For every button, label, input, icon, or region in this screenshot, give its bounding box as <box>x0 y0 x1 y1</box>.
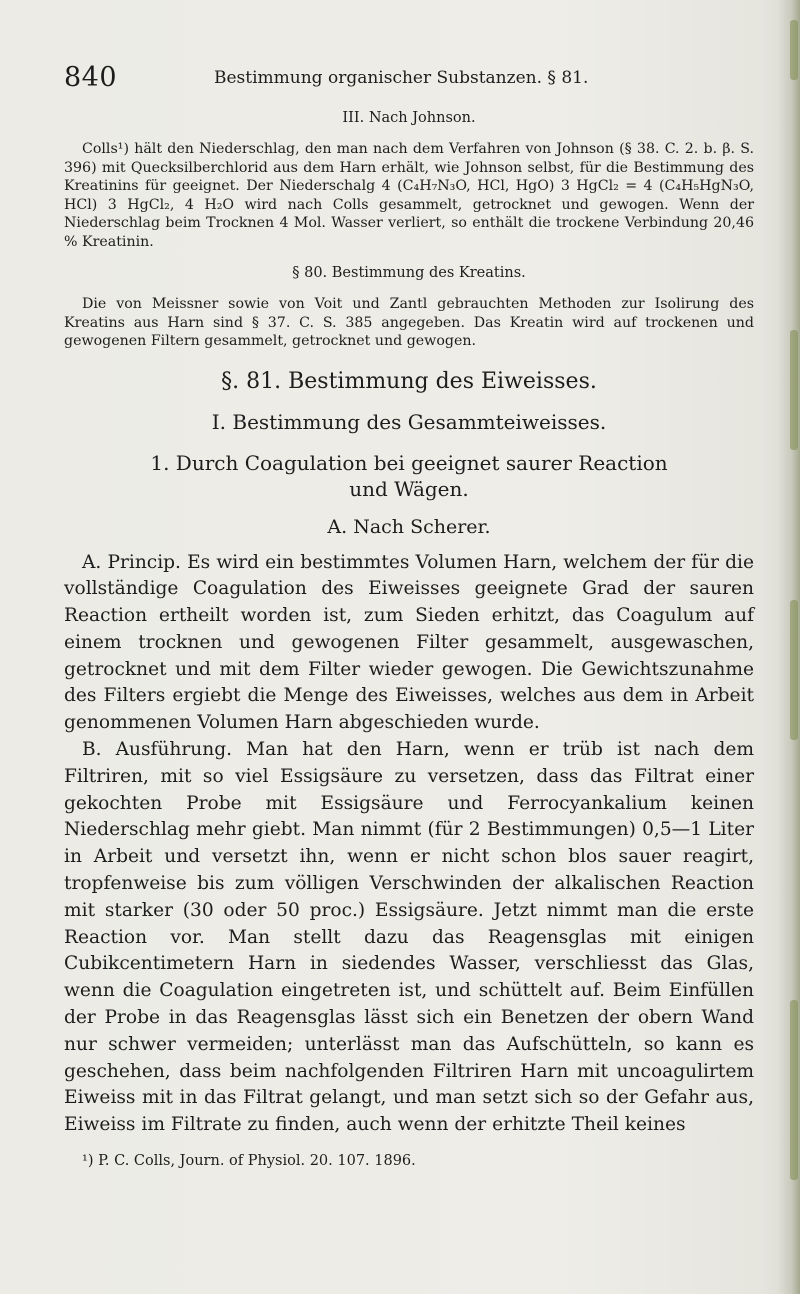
section-80-paragraph: Die von Meissner sowie von Voit und Zantl gebrauchten Methoden zur Isolirung des Kreatins aus Harn sind § 37. C. S. 385 angegeben. Das Kreatin wird auf trockenen und gewogenen Filtern gesammelt, getrocknet und gewogen. <box>64 296 754 349</box>
edge-stain <box>790 330 798 450</box>
johnson-paragraph: Colls¹) hält den Niederschlag, den man nach dem Verfahren von Johnson (§ 38. C. 2. b. β. S. 396) mit Quecksilberchlorid aus dem Harn erhält, wie Johnson selbst, für die Bestimmung des Kreatinins für geeignet. Der Niederschalg 4 (C₄H₇N₃O, HCl, HgO) 3 HgCl₂ = 4 (C₄H₅HgN₃O, HCl) 3 HgCl₂, 4 H₂O wird nach Colls gesammelt, getrocknet und gewogen. Wenn der Niederschlag beim Trocknen 4 Mol. Wasser verliert, so enthält die trockene Verbindung 20,46 % Kreatinin. <box>64 141 754 250</box>
running-title: Bestimmung organischer Substanzen. § 81. <box>214 68 589 88</box>
section-80-heading: § 80. Bestimmung des Kreatins. <box>292 265 526 281</box>
procedure-paragraph: B. Ausführung. Man hat den Harn, wenn er trüb ist nach dem Filtriren, mit so viel Essigsäure zu versetzen, dass das Filtrat einer gekochten Probe mit Essigsäure und Ferrocyankalium keinen Niederschlag mehr giebt. Man nimmt (für 2 Bestimmungen) 0,5—1 Liter in Arbeit und versetzt ihn, wenn er nicht schon blos sauer reagirt, tropfenweise bis zum völligen Verschwinden der alkalischen Reaction mit starker (30 oder 50 proc.) Essigsäure. Jetzt nimmt man die erste Reaction vor. Man stellt dazu das Reagensglas mit einigen Cubikcentimetern Harn in siedendes Wasser, verschliesst das Glas, wenn die Coagulation eingetreten ist, und schüttelt auf. Beim Einfüllen der Probe in das Reagensglas lässt sich ein Benetzen der obern Wand nur schwer vermeiden; unterlässt man das Aufschütteln, so kann es geschehen, dass beim nachfolgenden Filtriren Harn mit uncoagulirtem Eiweiss mit in das Filtrat gelangt, und man setzt sich so der Gefahr aus, Eiweiss im Filtrate zu finden, auch wenn der erhitzte Theil keines <box>64 739 754 1136</box>
principle-paragraph: A. Princip. Es wird ein bestimmtes Volumen Harn, welchem der für die vollständige Coagulation des Eiweisses geeignete Grad der sauren Reaction ertheilt worden ist, zum Sieden erhitzt, das Coagulum auf einem trocknen und gewogenen Filter gesammelt, ausgewaschen, getrocknet und mit dem Filter wieder gewogen. Die Gewichtszunahme des Filters ergiebt die Menge des Eiweisses, welches aus dem in Arbeit genommenen Volumen Harn abgeschieden wurde. <box>64 551 754 734</box>
section-81-heading: §. 81. Bestimmung des Eiweisses. <box>221 368 597 394</box>
edge-stain <box>790 600 798 740</box>
method-heading-line1: 1. Durch Coagulation bei geeignet saurer Reaction <box>150 450 668 475</box>
page-edge-shadow <box>778 0 800 1294</box>
johnson-heading: III. Nach Johnson. <box>342 110 476 126</box>
edge-stain <box>790 20 798 80</box>
edge-stain <box>790 1000 798 1180</box>
page-header <box>64 62 744 94</box>
page-body <box>64 110 754 1169</box>
method-heading <box>64 450 754 502</box>
subsection-heading: I. Bestimmung des Gesammteiweisses. <box>211 409 607 434</box>
method-heading-line2: und Wägen. <box>349 476 469 501</box>
page-number: 840 <box>64 62 118 93</box>
footnote: ¹) P. C. Colls, Journ. of Physiol. 20. 107. 1896. <box>82 1153 416 1170</box>
scherer-heading: A. Nach Scherer. <box>327 515 491 538</box>
